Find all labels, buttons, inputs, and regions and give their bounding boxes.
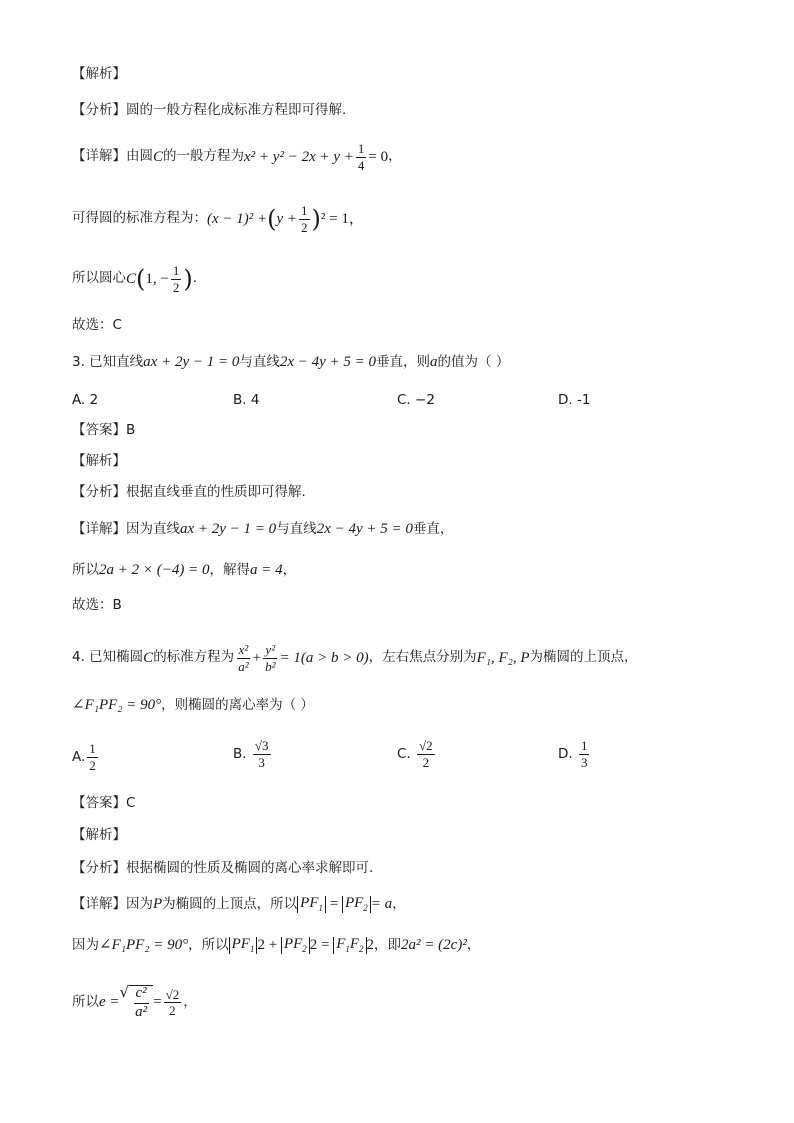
fraction-x2-a2: $\frac{\text{x²}}{\text{a²}}$ [238, 642, 249, 674]
q3-analysis: 【分析】 根据直线垂直的性质即可得解. [72, 484, 306, 500]
analysis-line: 【分析】 圆的一般方程化成标准方程即可得解. [72, 102, 347, 118]
q3-option-b: B. 4 [233, 392, 260, 408]
fraction-one-half: $\frac{1}{2}$ [301, 203, 308, 235]
q4-jiexi: 【解析】 [72, 827, 126, 843]
section-tag-jiexi: 【解析】 [72, 66, 126, 82]
answer-line: 故选：C [72, 317, 122, 333]
q4-answer: 【答案】 C [72, 795, 136, 811]
question-3-stem: 3. 已知直线 ax + 2y − 1 = 0 与直线 2x − 4y + 5 = 0 垂直，则 a 的值为（ ） [72, 353, 510, 370]
q3-option-c: C. −2 [397, 392, 435, 408]
q3-final: 故选：B [72, 597, 122, 613]
question-4-angle: ∠F₁PF₂ = 90° ，则椭圆的离心率为（ ） [72, 696, 314, 713]
fraction-one-half-center: $\frac{1}{2}$ [172, 263, 180, 295]
standard-equation-line: 可得圆的标准方程为： (x − 1)² + ( y + $\frac{1}{2}$ ) ² = 1， [72, 203, 364, 235]
q4-detail-2: 因为 ∠F₁PF₂ = 90° ，所以 $PF_1$ 2 + $PF_2$ 2 = $F_1F_2$ 2 ，即 2a² = (2c)² ， [72, 936, 481, 954]
q3-detail: 【详解】 因为直线 ax + 2y − 1 = 0 与直线 2x − 4y + 5 = 0 垂直， [72, 520, 454, 537]
fraction-sqrt2-2: $\frac{√2}{2}$ [165, 986, 180, 1019]
q3-option-a: A. 2 [72, 392, 99, 408]
sqrt-c2-a2: √ $\frac{\text{c²}}{\text{a²}}$ [120, 985, 154, 1021]
q4-option-d: D. $\frac{1}{3}$ [558, 738, 588, 770]
q3-calculation: 所以 2a + 2 × (−4) = 0 ，解得 a = 4 ， [72, 561, 297, 578]
q4-detail-1: 【详解】 因为 P 为椭圆的上顶点，所以 $PF_1$ = $PF_2$ = a ， [72, 895, 406, 913]
fraction-y2-b2: $\frac{\text{y²}}{\text{b²}}$ [265, 642, 276, 674]
q4-option-c: C. $\frac{√2}{2}$ [397, 738, 433, 770]
fraction-one-quarter: $\frac{1}{4}$ [357, 141, 365, 173]
q3-answer: 【答案】 B [72, 422, 136, 438]
q3-jiexi: 【解析】 [72, 453, 126, 469]
q4-detail-3: 所以 e = √ $\frac{\text{c²}}{\text{a²}}$ = $\frac{√2}{2}$ ， [72, 983, 197, 1020]
q4-option-b: B. $\frac{√3}{3}$ [233, 738, 269, 770]
question-4-stem: 4. 已知椭圆 C 的标准方程为 $\frac{\text{x²}}{\text{a²}}$ + $\frac{\text{y²}}{\text{b²}}$ = 1(a > b > 0) ，左右焦点分别为 F₁, F₂, P 为椭圆的上顶点， [72, 642, 638, 674]
q4-analysis: 【分析】 根据椭圆的性质及椭圆的离心率求解即可. [72, 860, 374, 876]
q3-option-d: D. -1 [558, 392, 591, 408]
q4-option-a: A. $\frac{1}{2}$ [72, 741, 96, 773]
detail-line: 【详解】 由圆 C 的一般方程为 x² + y² − 2x + y + $\frac{1}{4}$ = 0 ， [72, 141, 402, 173]
center-line: 所以圆心 C ( 1, − $\frac{1}{2}$ ) . [72, 263, 198, 295]
